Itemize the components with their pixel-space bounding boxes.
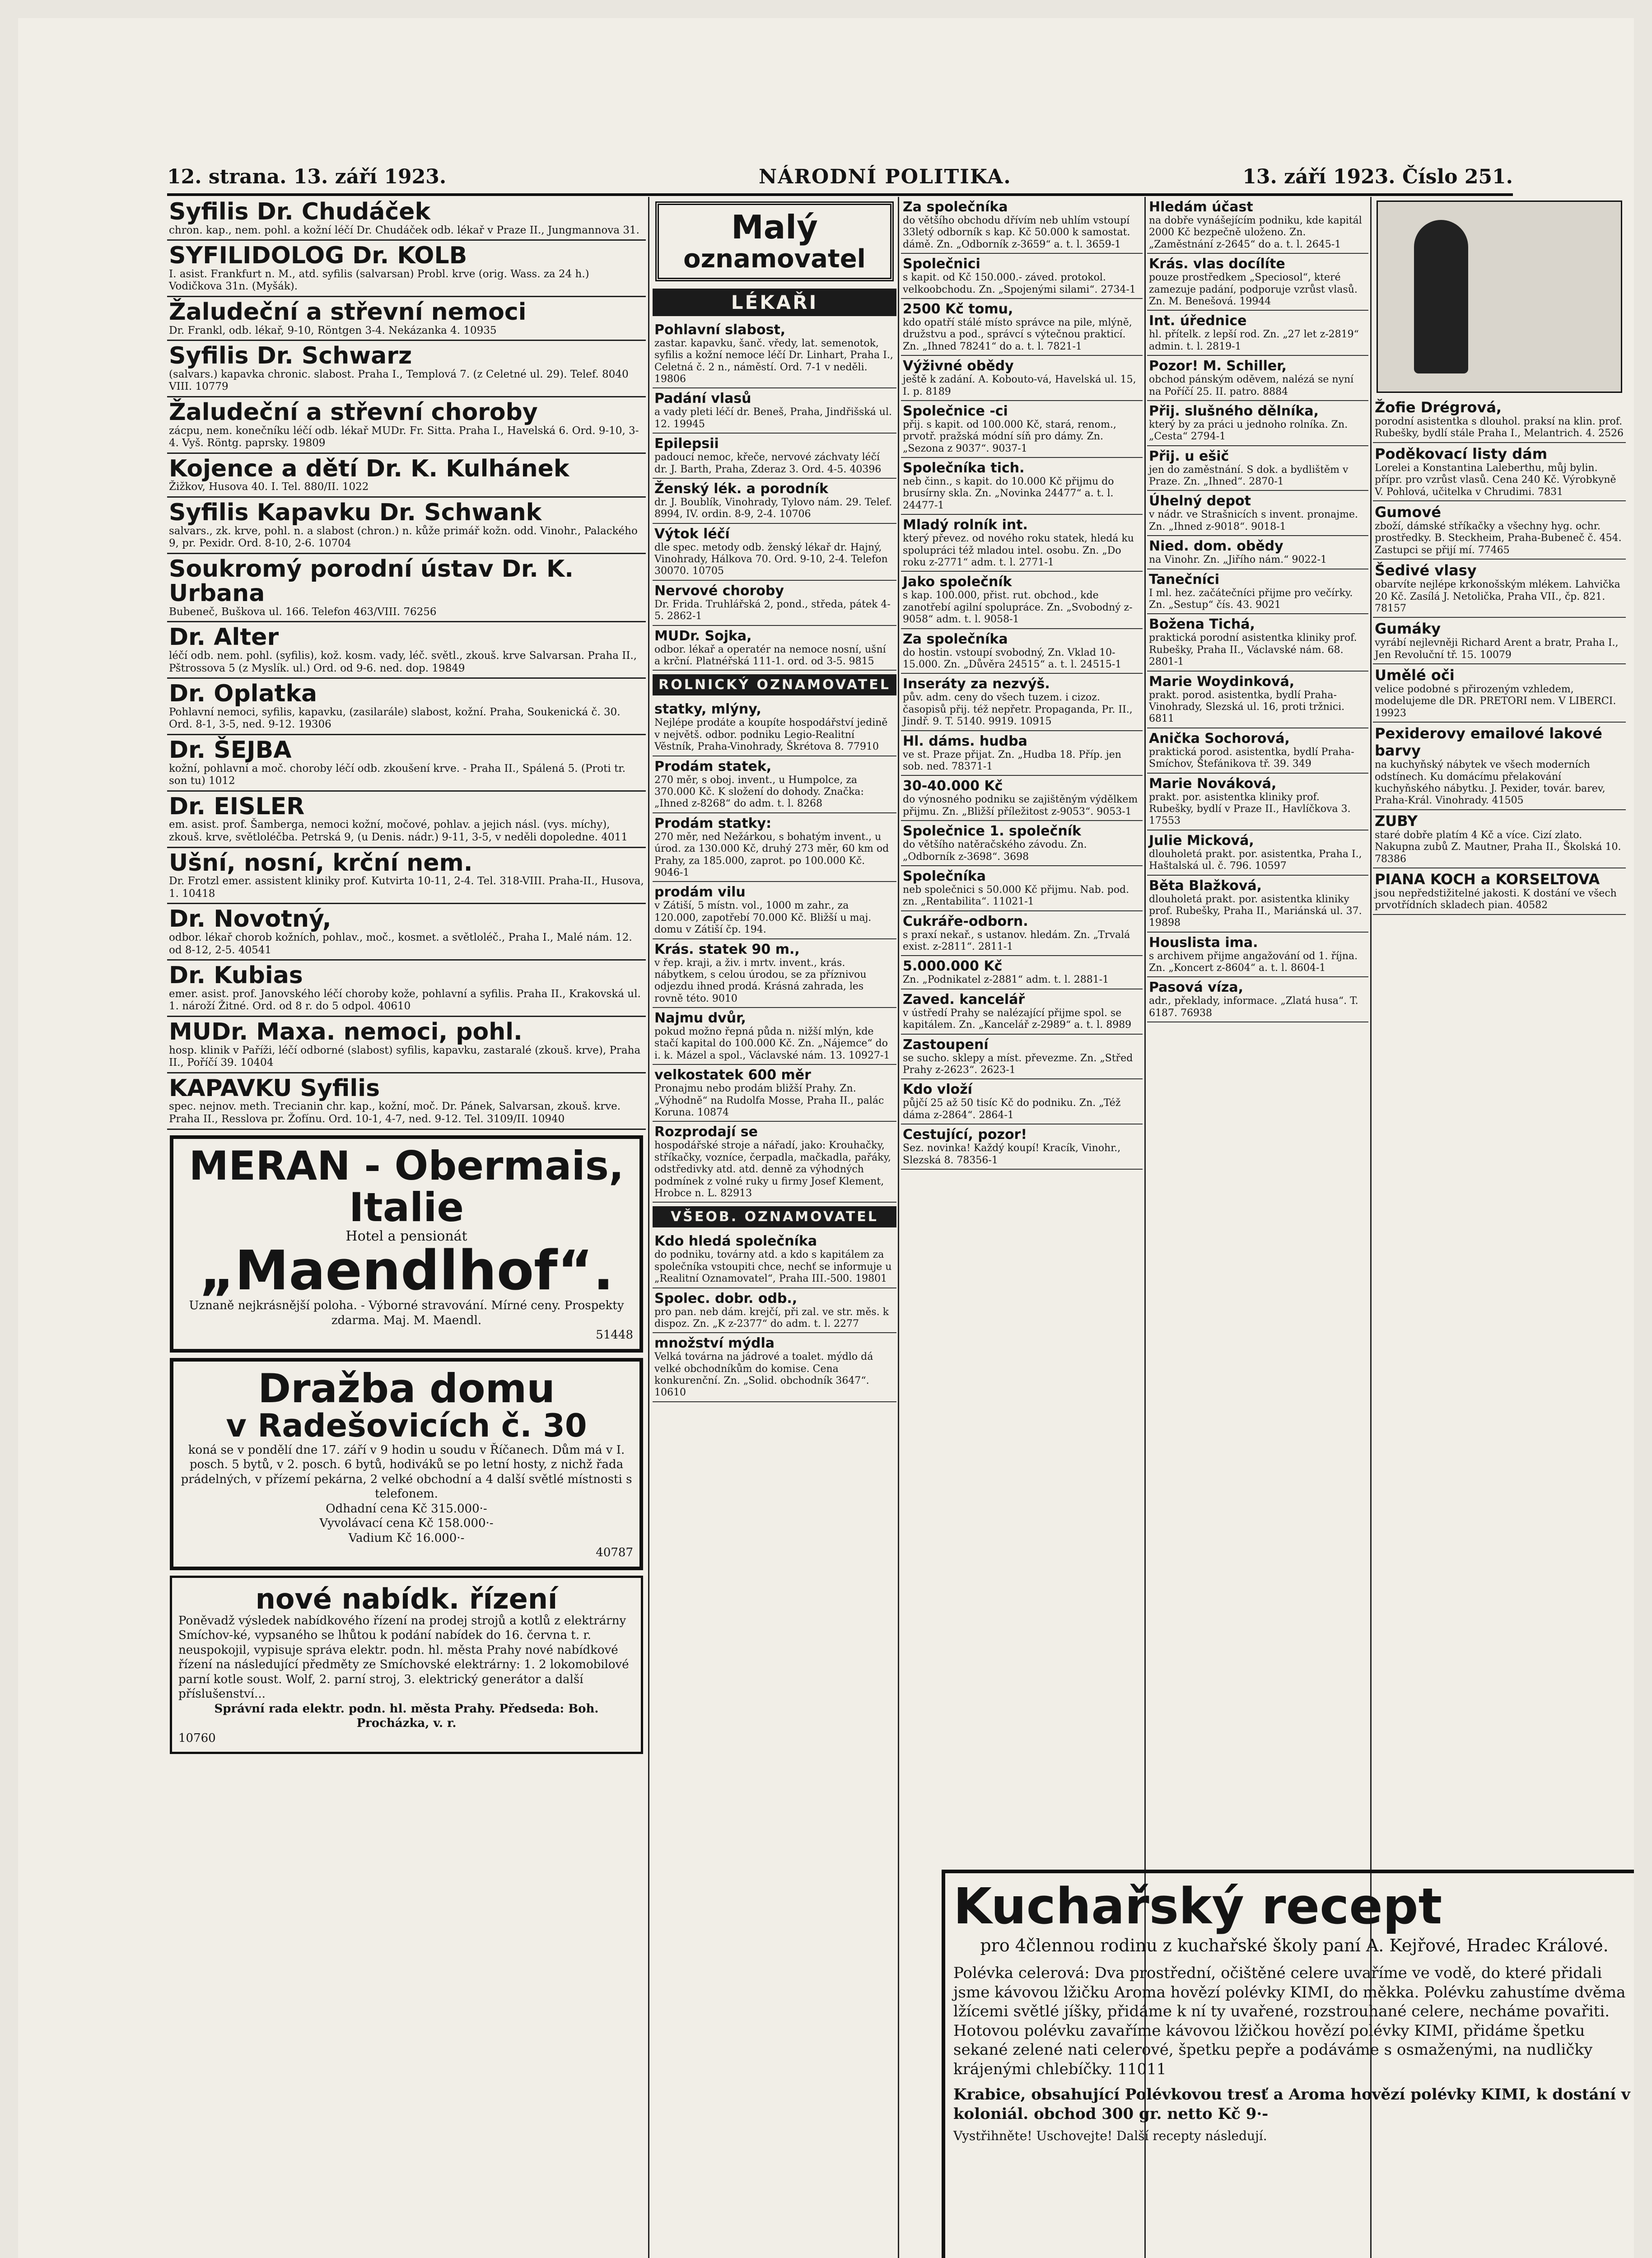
ad-body: Sez. novinka! Každý koupí! Kracík, Vinohr., Slezská 8. 78356-1 [903, 1143, 1121, 1166]
ad-title: Společníka tich. [903, 460, 1025, 476]
ad-body: Dr. Frankl, odb. lékař, 9-10, Röntgen 3-4. Nekázanka 4. 10935 [169, 324, 497, 336]
ad-title: Společnici [903, 256, 980, 272]
meran-sub: Hotel a pensionát [345, 1228, 467, 1245]
classified-ad [901, 629, 1143, 674]
ad-body: Bubeneč, Buškova ul. 166. Telefon 463/VIII. 76256 [169, 606, 437, 618]
ad-kucharsky-recept [942, 1870, 1634, 2258]
ad-body: na Vinohr. Zn. „Jiřího nám.“ 9022-1 [1149, 554, 1327, 566]
classified-ad [1373, 810, 1626, 868]
classified-ad [1373, 443, 1626, 501]
classified-ad [1147, 254, 1368, 311]
ad-title: Zastoupení [903, 1036, 989, 1053]
classified-ad [1373, 868, 1626, 915]
ad-title: Umělé oči [1375, 667, 1455, 684]
recept-title: Kuchařský recept [953, 1877, 1442, 1935]
ad-body: léčí odb. nem. pohl. (syfilis), kož. kosm. vady, léč. světl., zkouš. krve Salvarsan. Praha II., Pštrossova 5 (z Myslík. ul.) Ord. od 9-6. ned. dop. 19849 [169, 650, 637, 674]
ad-body: porodní asistentka s dlouhol. praksí na klin. prof. Rubešky, bydlí stále Praha I., Melantrich. 4. 2526 [1375, 416, 1624, 439]
woman-silhouette-icon [1414, 220, 1468, 373]
nabidka-body: Poněvadž výsledek nabídkového řízení na prodej strojů a kotlů z elektrárny Smíchov-ké, vypsaného se lhůtou k podání nabídek do 16. června t. r. neuspokojil, vypisuje správa elektr. podn. hl. města Prahy nové nabídkové řízení na následující předměty ze Smíchovské elektrárny: 1. 2 lokomobilové parní kotle soust. Wolf, 2. parní stroj, 3. elektrický generátor a další příslušenství... [178, 1614, 629, 1701]
ad-title: Žofie Drégrová, [1375, 399, 1502, 416]
ad-title: Marie Nováková, [1149, 775, 1277, 792]
ad-title: prodám vilu [654, 884, 746, 900]
ad-title: Marie Woydinková, [1149, 673, 1295, 690]
classified-ad [653, 1008, 896, 1065]
ad-title: Mladý rolník int. [903, 517, 1028, 533]
ad-title: Prodám statky: [654, 815, 772, 831]
ad-title: Nervové choroby [654, 583, 784, 599]
drazba-vadium: Vadium Kč 16.000·- [348, 1531, 465, 1545]
ad-drazba-domu [170, 1358, 643, 1570]
classified-ad [901, 731, 1143, 776]
ad-title: Pasová víza, [1149, 980, 1244, 996]
header-issue-right: 13. září 1923. Číslo 251. [1242, 165, 1513, 188]
masthead-title: NÁRODNÍ POLITIKA. [759, 165, 1012, 188]
ad-title: Za společníka [903, 631, 1008, 647]
ad-body: Velká továrna na jádrové a toalet. mýdlo dá velké obchodníkům do komise. Cena konkurenční. Zn. „Solid. obchodník 3647“. 10610 [654, 1351, 873, 1399]
ad-body: hospodářské stroje a nářadí, jako: Krouhačky, stříkačky, vozníce, čerpadla, mačkadla, pařáky, odstředivky atd. atd. denně za výhodných podmínek z volné ruky u firmy Josef Klement, Hrobce n. L. 82913 [654, 1140, 891, 1199]
classified-ad [167, 735, 646, 792]
ad-body: dlouholetá prakt. por. asistentka, Praha I., Haštalská ul. č. 796. 10597 [1149, 848, 1362, 872]
classified-ad [653, 434, 896, 479]
ad-body: s praxí nekař., s ustanov. hledám. Zn. „Trvalá exist. z-2811“. 2811-1 [903, 929, 1130, 953]
classified-ad [901, 989, 1143, 1035]
ad-body: vyrábí nejlevněji Richard Arent a bratr, Praha I., Jen Revoluční tř. 15. 10079 [1375, 637, 1619, 661]
ad-body: Pronajmu nebo prodám bližší Prahy. Zn. „Výhodně“ na Rudolfa Mosse, Praha II., palác Koruna. 10874 [654, 1083, 884, 1119]
ad-body: odbor. lékař chorob kožních, pohlav., moč., kosmet. a světloléč., Praha I., Malé nám. 12. od 8-12, 2-5. 40541 [169, 931, 632, 956]
ad-body: Lorelei a Konstantina Laleberthu, můj bylin. přípr. pro vzrůst vlasů. Cena 240 Kč. Výrobkyně V. Pohlová, učitelka v Chrudimi. 7831 [1375, 462, 1616, 498]
ad-title: KAPAVKU Syfilis [169, 1074, 380, 1102]
ad-title: Zaved. kancelář [903, 991, 1025, 1008]
ad-body: Nejlépe prodáte a koupíte hospodářství jedině v největš. odbor. podniku Legio-Realitní Věstník, Praha-Vinohrady, Škrétova 8. 77910 [654, 717, 888, 753]
ad-body: v řep. kraji, a živ. i mrtv. invent., krás. nábytkem, s celou úrodou, se za příznivou odjezdu ihned prodá. Krásná zahrada, les rovně této. 9010 [654, 957, 867, 1004]
ad-title: Gumáky [1375, 620, 1441, 638]
ad-body: dlouholetá prakt. por. asistentka kliniky prof. Rubešky, Praha II., Mariánská ul. 37. 19898 [1149, 893, 1362, 929]
classified-ad [901, 1035, 1143, 1080]
ad-title: Syfilis Kapavku Dr. Schwank [169, 499, 542, 526]
classified-ad [1147, 876, 1368, 933]
classified-ad [1147, 830, 1368, 876]
column-maly-oznamovatel [653, 197, 896, 2258]
ad-body: do hostin. vstoupí svobodný, Zn. Vklad 10-15.000. Zn. „Důvěra 24515“ a. t. l. 24515-1 [903, 647, 1122, 670]
meran-body: Uznaně nejkrásnější poloha. - Výborné stravování. Mírné ceny. Prospekty zdarma. Maj. M. Maendl. [189, 1299, 624, 1327]
ad-title: Prodám statek, [654, 758, 772, 774]
nabidka-footer: Správní rada elektr. podn. hl. města Prahy. Předseda: Boh. Procházka, v. r. [214, 1702, 599, 1731]
ad-body: jsou nepředstižitelné jakosti. K dostání ve všech prvotřídních skladech pian. 40582 [1375, 887, 1617, 911]
classified-ad [901, 458, 1143, 515]
ad-body: odbor. lékař a operatér na nemoce nosní, ušní a krční. Platnéřská 111-1. ord. od 3-5. 9815 [654, 644, 886, 667]
ad-title: Pexiderovy emailové lakové barvy [1375, 725, 1602, 760]
classified-ad [1147, 197, 1368, 254]
ad-title: Inseráty za nezvýš. [903, 676, 1050, 692]
ad-body: ještě k zadání. A. Kobouto-vá, Havelská ul. 15, I. p. 8189 [903, 374, 1136, 397]
ad-title: Dr. Alter [169, 624, 279, 651]
ad-title: Tanečníci [1149, 571, 1220, 588]
classified-ad [167, 1073, 646, 1130]
classified-ad [167, 904, 646, 961]
classified-ad [167, 241, 646, 297]
ad-title: 5.000.000 Kč [903, 958, 1003, 975]
ad-body: zácpu, nem. konečníku léčí odb. lékař MUDr. Fr. Sitta. Praha I., Havelská 6. Ord. 9-10, 3-4. Vyš. Röntg. paprsky. 19809 [169, 425, 639, 449]
ad-body: přij. s kapit. od 100.000 Kč, stará, renom., prvotř. pražská módní síň pro dámy. Zn. „Sezona z 9037“. 9037-1 [903, 419, 1116, 454]
ad-title: Přij. slušného dělníka, [1149, 403, 1319, 419]
drazba-body: koná se v pondělí dne 17. září v 9 hodin u soudu v Říčanech. Dům má v I. posch. 5 bytů, v 2. posch. 6 bytů, hodiváků se po letní hosty, z nichž řada prádelných, v přízemí pekárna, 2 velké obchodní a 4 další světlé místnosti s telefonem. [181, 1443, 632, 1501]
classified-ad [1147, 536, 1368, 569]
classified-ad [653, 479, 896, 524]
classified-ad [1147, 774, 1368, 830]
classified-ad [1147, 614, 1368, 671]
ad-title: Božena Tichá, [1149, 616, 1255, 633]
classified-ad [653, 388, 896, 434]
meran-title: MERAN - Obermais, Italie [189, 1142, 624, 1231]
ad-body: chron. kap., nem. pohl. a kožní léčí Dr. Chudáček odb. lékař v Praze II., Jungmannova 31. [169, 224, 639, 236]
ad-title: Krás. vlas docílíte [1149, 256, 1285, 272]
classified-ad [167, 792, 646, 848]
classified-ad [653, 1122, 896, 1203]
nabidka-title: nové nabídk. řízení [255, 1582, 558, 1615]
ad-body: padoucí nemoc, křeče, nervové záchvaty léčí dr. J. Barth, Praha, Zderaz 3. Ord. 4-5. 40396 [654, 452, 882, 475]
classified-ad [653, 524, 896, 581]
ad-title: Kdo hledá společníka [654, 1233, 817, 1250]
ad-title: Výživné obědy [903, 358, 1014, 374]
ad-body: staré dobře platím 4 Kč a více. Cizí zlato. Nakupna zubů Z. Mautner, Praha II., Školská 10. 78386 [1375, 829, 1621, 865]
ad-body: 270 měr, s oboj. invent., u Humpolce, za 370.000 Kč. K složení do dohody. Značka: „Ihned z-8268“ do adm. t. l. 8268 [654, 774, 864, 810]
classified-ad [1147, 491, 1368, 536]
ad-title: Společnice -ci [903, 403, 1008, 419]
ad-body: Zn. „Podnikatel z-2881“ adm. t. l. 2881-1 [903, 974, 1109, 986]
hair-woman-illustration [1377, 201, 1622, 393]
classified-ad [1147, 356, 1368, 401]
classified-ad [901, 254, 1143, 299]
ad-title: Julie Micková, [1149, 832, 1254, 849]
drazba-odhadni: Odhadní cena Kč 315.000·- [326, 1502, 487, 1516]
ad-body: prakt. por. asistentka kliniky prof. Rubešky, bydlí v Praze II., Havlíčkova 3. 17553 [1149, 791, 1351, 827]
classified-ad [901, 776, 1143, 821]
classified-ad [901, 197, 1143, 254]
ad-body: em. asist. prof. Šamberga, nemoci kožní, močové, pohlav. a jejich násl. (vys. míchy), zkouš. krve, světloléčba. Petrská 9, (u Denis. nádr.) 9-11, 3-5, v neděli dopoledne. 4011 [169, 819, 628, 843]
ad-body: dle spec. metody odb. ženský lékař dr. Hajný, Vinohrady, Hálkova 70. Ord. 9-10, 2-4. Telefon 30070. 10705 [654, 541, 888, 577]
ad-body: s kapit. od Kč 150.000.- záved. protokol. velkoobchodu. Zn. „Spojenými silami“. 2734-1 [903, 272, 1136, 295]
ad-body: zboží, dámské stříkačky a všechny hyg. ochr. prostředky. B. Steckheim, Praha-Bubeneč č. 454. Zastupci se přijí mí. 77465 [1375, 520, 1622, 556]
classified-ad [167, 454, 646, 498]
recept-kimi: Krabice, obsahující Polévkovou tresť a Aroma hovězí polévky KIMI, k dostání v koloniál. obchod 300 gr. netto Kč 9·- [953, 2085, 1630, 2123]
ad-title: MUDr. Sojka, [654, 628, 752, 644]
ad-title: Poděkovací listy dám [1375, 445, 1548, 462]
classified-ad [653, 939, 896, 1008]
ad-body: se sucho. sklepy a míst. převezme. Zn. „Střed Prahy z-2623“. 2623-1 [903, 1052, 1133, 1076]
classified-ad [167, 197, 646, 241]
ad-title: Anička Sochorová, [1149, 730, 1290, 746]
ad-body: do většího natěračského závodu. Zn. „Odborník z-3698“. 3698 [903, 839, 1087, 863]
ad-meran [170, 1135, 643, 1353]
ad-body: pokud možno řepná půda n. nižší mlýn, kde stačí kapital do 100.000 Kč. Zn. „Nájemce“ do i. k. Mázel a spol., Václavské nám. 13. 10927-1 [654, 1026, 890, 1061]
classified-ad [653, 756, 896, 813]
ad-title: množství mýdla [654, 1335, 775, 1352]
ad-body: zastar. kapavku, šanč. vředy, lat. semenotok, syfilis a kožní nemoce léčí Dr. Linhart, Praha I., Celetná č. 2 n., náměstí. Ord. 7-1 v neděli. 19806 [654, 337, 893, 385]
ad-body: v nádr. ve Strašnicích s invent. pronajme. Zn. „Ihned z-9018“. 9018-1 [1149, 509, 1358, 532]
ad-title: Gumové [1375, 503, 1441, 521]
ad-body: Pohlavní nemoci, syfilis, kapavku, (zasilarále) slabost, kožní. Praha, Soukenická č. 30. Ord. 8-1, 3-5, ned. 9-12. 19306 [169, 706, 621, 731]
ad-body: ve st. Praze přijat. Zn. „Hudba 18. Příp. jen sob. ned. 78371-1 [903, 749, 1121, 772]
recept-sub: pro 4člennou rodinu z kuchařské školy paní A. Kejřové, Hradec Králové. [980, 1936, 1609, 1955]
ad-body: Žižkov, Husova 40. I. Tel. 880/II. 1022 [169, 481, 369, 493]
classified-ad [167, 554, 646, 623]
classified-ad [653, 626, 896, 671]
classified-ad [1373, 664, 1626, 723]
ad-title: Žaludeční a střevní choroby [169, 398, 538, 426]
section-band-rolnicky: ROLNICKÝ OZNAMOVATEL [653, 674, 896, 695]
ad-nabidkove-rizeni [170, 1576, 643, 1754]
classified-ad [653, 1065, 896, 1122]
classified-ad [1147, 311, 1368, 356]
ad-body: Dr. Frotzl emer. assistent kliniky prof. Kutvirta 10-11, 2-4. Tel. 318-VIII. Praha-II., Husova, 1. 10418 [169, 875, 644, 900]
ad-body: s kap. 100.000, přist. rut. obchod., kde zanotřebí agilní spolupráce. Zn. „Svobodný z-9058“ adm. t. l. 9058-1 [903, 590, 1133, 625]
drazba-title: Dražba domu [258, 1365, 555, 1412]
maly-oznamovatel-heading [655, 201, 894, 281]
ad-title: Padání vlasů [654, 391, 751, 407]
ad-title: Pohlavní slabost, [654, 322, 786, 338]
ad-body: spec. nejnov. meth. Trecianin chr. kap., kožní, moč. Dr. Pánek, Salvarsan, zkouš. krve. Praha II., Resslova pr. Žofínu. Ord. 10-1, 4-7, ned. 9-12. Tel. 3109/II. 10940 [169, 1101, 621, 1125]
section-band-vseob: VŠEOB. OZNAMOVATEL [653, 1206, 896, 1227]
ad-title: Syfilis Dr. Chudáček [169, 198, 431, 225]
ad-title: Běta Blažková, [1149, 877, 1262, 894]
newspaper-page [18, 18, 1634, 2258]
column-rule [898, 197, 899, 2258]
classified-ad [653, 813, 896, 882]
ad-title: Najmu dvůr, [654, 1010, 746, 1026]
column-rule [648, 197, 649, 2258]
classified-ad [901, 1079, 1143, 1124]
ad-title: Šedivé vlasy [1375, 562, 1477, 579]
ad-title: Dr. Kubias [169, 962, 303, 989]
ad-title: Kdo vloží [903, 1082, 972, 1098]
ad-body: do podniku, továrny atd. a kdo s kapitálem za společníka vstoupiti chce, nechť se informuje u „Realitní Oznamovatel“, Praha III.-500. 19801 [654, 1249, 892, 1285]
classified-ad [901, 401, 1143, 458]
ad-body: s archivem přijme angažování od 1. října. Zn. „Koncert z-8604“ a. t. l. 8604-1 [1149, 950, 1358, 974]
ad-title: MUDr. Maxa. nemoci, pohl. [169, 1018, 523, 1045]
maly-title-line1: Malý [731, 208, 818, 246]
ad-title: Ženský lék. a porodník [654, 481, 828, 497]
ad-body: pův. adm. ceny do všech tuzem. i cizoz. časopisů přij. též nepřetr. Propaganda, Pr. II., Jindř. 9. T. 5140. 9919. 10915 [903, 692, 1133, 728]
section-band-lekari: LÉKAŘI [653, 289, 896, 316]
meran-name: „Maendlhof“. [199, 1240, 614, 1303]
classified-ad [167, 297, 646, 341]
ad-title: 2500 Kč tomu, [903, 301, 1013, 317]
classified-ad [653, 1333, 896, 1402]
classified-ad [1373, 560, 1626, 618]
classified-ad [901, 956, 1143, 989]
ad-title: SYFILIDOLOG Dr. KOLB [169, 242, 467, 270]
classified-ad [1373, 397, 1626, 443]
nabidka-code: 10760 [178, 1731, 216, 1745]
ad-title: Společnice 1. společník [903, 823, 1081, 840]
ad-body: velice podobné s přirozeným vzhledem, modelujeme dle DR. PRETORI nem. V LIBERCI. 19923 [1375, 684, 1616, 719]
classified-ad [1373, 501, 1626, 560]
ad-body: Dr. Frida. Truhlářská 2, pond., středa, pátek 4-5. 2862-1 [654, 598, 891, 622]
ad-title: Pozor! M. Schiller, [1149, 358, 1287, 374]
classified-ad [653, 699, 896, 756]
ad-title: Společníka [903, 868, 986, 884]
ad-title: Cukráře-odborn. [903, 913, 1028, 929]
classified-ad [653, 1231, 896, 1288]
classified-ad [901, 515, 1143, 572]
ad-title: Int. úřednice [1149, 313, 1247, 329]
ad-body: praktická porodní asistentka kliniky prof. Rubešky, Praha II., Václavské nám. 68. 2801-1 [1149, 632, 1357, 668]
ad-body: hl. přítelk. z lepší rod. Zn. „27 let z-2819“ admin. t. l. 2819-1 [1149, 329, 1359, 352]
drazba-location: v Radešovicích č. 30 [226, 1407, 587, 1445]
ad-title: Epilepsii [654, 436, 719, 452]
classified-ad [167, 848, 646, 905]
classified-ad [901, 1124, 1143, 1170]
ad-body: adr., překlady, informace. „Zlatá husa“. T. 6187. 76938 [1149, 995, 1358, 1019]
header-date-left: 12. strana. 13. září 1923. [167, 165, 447, 188]
drazba-code: 40787 [596, 1546, 633, 1560]
page-header [167, 162, 1513, 196]
ad-body: hosp. klinik v Paříži, léčí odborné (slabost) syfilis, kapavku, zastaralé (zkouš. krve), Praha II., Poříčí 39. 10404 [169, 1044, 641, 1069]
classified-ad [653, 1288, 896, 1334]
ad-body: (salvars.) kapavka chronic. slabost. Praha I., Templová 7. (z Celetné ul. 29). Telef. 8040 VIII. 10779 [169, 368, 629, 393]
classified-ad [1147, 672, 1368, 728]
ad-title: Houslista ima. [1149, 934, 1258, 951]
ad-title: Rozprodají se [654, 1124, 758, 1140]
ad-title: Hledám účast [1149, 199, 1253, 215]
classified-ad [901, 866, 1143, 911]
ad-body: pouze prostředkem „Speciosol“, které zamezuje padání, podporuje vzrůst vlasů. Zn. M. Benešová. 19944 [1149, 272, 1358, 307]
ad-body: v ústředí Prahy se nalézající přijme spol. se kapitálem. Zn. „Kancelář z-2989“ a. t. l. 8989 [903, 1007, 1132, 1031]
ad-title: Jako společník [903, 574, 1012, 590]
ad-body: jen do zaměstnání. S dok. a bydlištěm v Praze. Zn. „Ihned“. 2870-1 [1149, 464, 1349, 488]
ad-title: Spolec. dobr. odb., [654, 1290, 798, 1306]
ad-body: salvars., zk. krve, pohl. n. a slabost (chron.) n. kůže primář kožn. odd. Vinohr., Palackého 9, pr. Pexidr. Ord. 8-10, 2-6. 10704 [169, 525, 638, 550]
ad-body: 270 měr, ned Nežárkou, s bohatým invent., u úrod. za 130.000 Kč, druhý 273 měr, 60 km od Prahy, za 185.000, zaprot. po 100.000 Kč. 9046-1 [654, 831, 889, 878]
ad-title: Za společníka [903, 199, 1008, 215]
ad-title: Nied. dom. obědy [1149, 538, 1283, 555]
classified-ad [1373, 723, 1626, 810]
ad-body: neb činn., s kapit. do 10.000 Kč přijmu do brusírny skla. Zn. „Novinka 24477“ a. t. l. 24477-1 [903, 476, 1114, 511]
ad-body: který by za práci u jednoho rolníka. Zn. „Cesta“ 2794-1 [1149, 419, 1348, 443]
classified-ad [1147, 977, 1368, 1022]
classified-ad [901, 356, 1143, 401]
ad-body: praktická porod. asistentka, bydlí Praha-Smíchov, Štefánikova tř. 39. 349 [1149, 746, 1354, 770]
classified-ad [1147, 569, 1368, 615]
ad-body: na kuchyňský nábytek ve všech moderních odstínech. Ku domácímu přelakování kuchyňského nábytku. J. Pexider, továr. barev, Praha-Král. Vinohrady. 41505 [1375, 759, 1605, 807]
classified-ad [901, 911, 1143, 956]
ad-body: na dobře vynášejícím podniku, kde kapitál 2000 Kč bezpečně uloženo. Zn. „Zaměstnání z-2645“ do a. t. l. 2645-1 [1149, 215, 1362, 250]
classified-ad [901, 572, 1143, 629]
ad-title: Žaludeční a střevní nemoci [169, 298, 527, 326]
ad-body: kdo opatří stálé místo správce na pile, mlýně, družstvu a pod., správcí s výtečnou prakticí. Zn. „Ihned 78241“ do a. t. l. 7821-1 [903, 317, 1132, 352]
ad-body: do většího obchodu dřívím neb uhlím vstoupí 33letý odborník s kap. Kč 50.000 k samostat. dámě. Zn. „Odborník z-3659“ a. t. l. 3659-1 [903, 215, 1130, 250]
ad-title: statky, mlýny, [654, 701, 761, 718]
ad-body: půjčí 25 až 50 tisíc Kč do podniku. Zn. „Též dáma z-2864“. 2864-1 [903, 1097, 1121, 1121]
ad-title: Ušní, nosní, krční nem. [169, 849, 473, 877]
ad-title: Dr. Oplatka [169, 680, 317, 708]
classified-ad [653, 320, 896, 389]
ad-title: Hl. dáms. hudba [903, 733, 1027, 749]
ad-body: emer. asist. prof. Janovského léčí choroby kože, pohlavní a syfilis. Praha II., Krakovská ul. 1. nároží Žitné. Ord. od 8 r. do 5 odpol. 40610 [169, 988, 641, 1012]
classified-ad [167, 1017, 646, 1073]
classified-ad [653, 581, 896, 626]
ad-title: velkostatek 600 měr [654, 1067, 811, 1083]
ad-body: obarvíte nejlépe krkonošským mlékem. Lahvička 20 Kč. Zasílá J. Netolička, Praha VII., čp. 821. 78157 [1375, 579, 1620, 614]
ad-body: do výnosného podniku se zajištěným výdělkem přijmu. Zn. „Bližší příležitost z-9053“. 9053-1 [903, 794, 1138, 817]
classified-ad [167, 397, 646, 454]
ad-title: ZUBY [1375, 812, 1418, 830]
ad-body: dr. J. Boublík, Vinohrady, Tylovo nám. 29. Telef. 8994, IV. ordin. 8-9, 2-4. 10706 [654, 496, 892, 520]
classified-ad [167, 341, 646, 397]
ad-body: v Zátiší, 5 místn. vol., 1000 m zahr., za 120.000, zapotřebí 70.000 Kč. Bližší u maj. domu v Zátiší čp. 194. [654, 900, 872, 936]
classified-ad [1147, 728, 1368, 774]
ad-title: Syfilis Dr. Schwarz [169, 342, 412, 370]
classified-ad [1147, 446, 1368, 491]
ad-title: Dr. Novotný, [169, 905, 331, 933]
drazba-vyvolavaci: Vyvolávací cena Kč 158.000·- [319, 1516, 494, 1530]
ad-body: I. asist. Frankfurt n. M., atd. syfilis (salvarsan) Probl. krve (orig. Wass. za 24 h.) Vodičkova 31n. (Myšák). [169, 268, 589, 293]
ad-body: obchod pánským oděvem, nalézá se nyní na Poříčí 25. II. patro. 8884 [1149, 374, 1354, 397]
ad-body: pro pan. neb dám. krejčí, při zal. ve str. měs. k dispoz. Zn. „K z-2377“ do adm. t. l. 2277 [654, 1306, 889, 1330]
vystrihnete-note: Vystřihněte! Uschovejte! Další recepty následují. [953, 2128, 1267, 2143]
ad-title: Výtok léčí [654, 526, 730, 542]
classified-ad [167, 961, 646, 1017]
classified-ad [1373, 618, 1626, 664]
column-medical-ads [167, 197, 646, 2258]
classified-ad [167, 622, 646, 679]
ad-body: který převez. od nového roku statek, hledá ku spolupráci též mladou intel. osobu. Zn. „Do roku z-2771“ adm. t. l. 2771-1 [903, 533, 1134, 569]
ad-title: PIANA KOCH a KORSELTOVA [1375, 870, 1600, 888]
ad-title: Dr. ŠEJBA [169, 737, 292, 764]
classified-ad [653, 882, 896, 939]
classified-ad [901, 299, 1143, 356]
recept-body: Polévka celerová: Dva prostřední, očištěné celere uvaříme ve vodě, do které přidali jsme kávovou lžičku Aroma hovězí polévky KIMI, do měkka. Polévku zahustíme dvěma lžícemi světlé jíšky, přidáme k ní ty uvařené, rozstrouhané celere, necháme povařiti. Hotovou polévku zavaříme kávovou lžičkou hovězí polévky KIMI, přidáme špetku sekané zelené nati celerové, špetku pepře a podáváme s osmaženými, na nudličky krájenými chlebíčky. 11011 [953, 1964, 1626, 2078]
classified-ad [901, 674, 1143, 731]
ad-body: neb společnici s 50.000 Kč přijmu. Nab. pod. zn. „Rentabilita“. 11021-1 [903, 884, 1129, 908]
ad-body: a vady pleti léčí dr. Beneš, Praha, Jindřišská ul. 12. 19945 [654, 406, 892, 430]
ad-title: Soukromý porodní ústav Dr. K. Urbana [169, 555, 574, 607]
meran-code: 51448 [596, 1328, 633, 1342]
ad-title: Dr. EISLER [169, 793, 305, 820]
ad-body: prakt. porod. asistentka, bydlí Praha-Vinohrady, Slezská ul. 16, proti tržnici. 6811 [1149, 689, 1345, 725]
classified-ad [901, 821, 1143, 866]
ad-body: kožní, pohlavní a moč. choroby léčí odb. zkoušení krve. - Praha II., Spálená 5. (Proti tr. son tu) 1012 [169, 762, 626, 787]
classified-ad [1147, 401, 1368, 446]
ad-title: Cestující, pozor! [903, 1127, 1027, 1143]
ad-title: Úhelný depot [1149, 493, 1251, 509]
ad-title: Krás. statek 90 m., [654, 941, 800, 957]
ad-title: Přij. u ešič [1149, 448, 1229, 464]
maly-title-line2: oznamovatel [683, 244, 866, 274]
ad-title: Kojence a dětí Dr. K. Kulhánek [169, 455, 569, 482]
ad-title: 30-40.000 Kč [903, 778, 1003, 794]
ad-body: I ml. hez. začátečníci přijme pro večírky. Zn. „Sestup“ čís. 43. 9021 [1149, 587, 1353, 611]
classified-ad [167, 498, 646, 554]
classified-ad [167, 679, 646, 735]
classified-ad [1147, 933, 1368, 978]
